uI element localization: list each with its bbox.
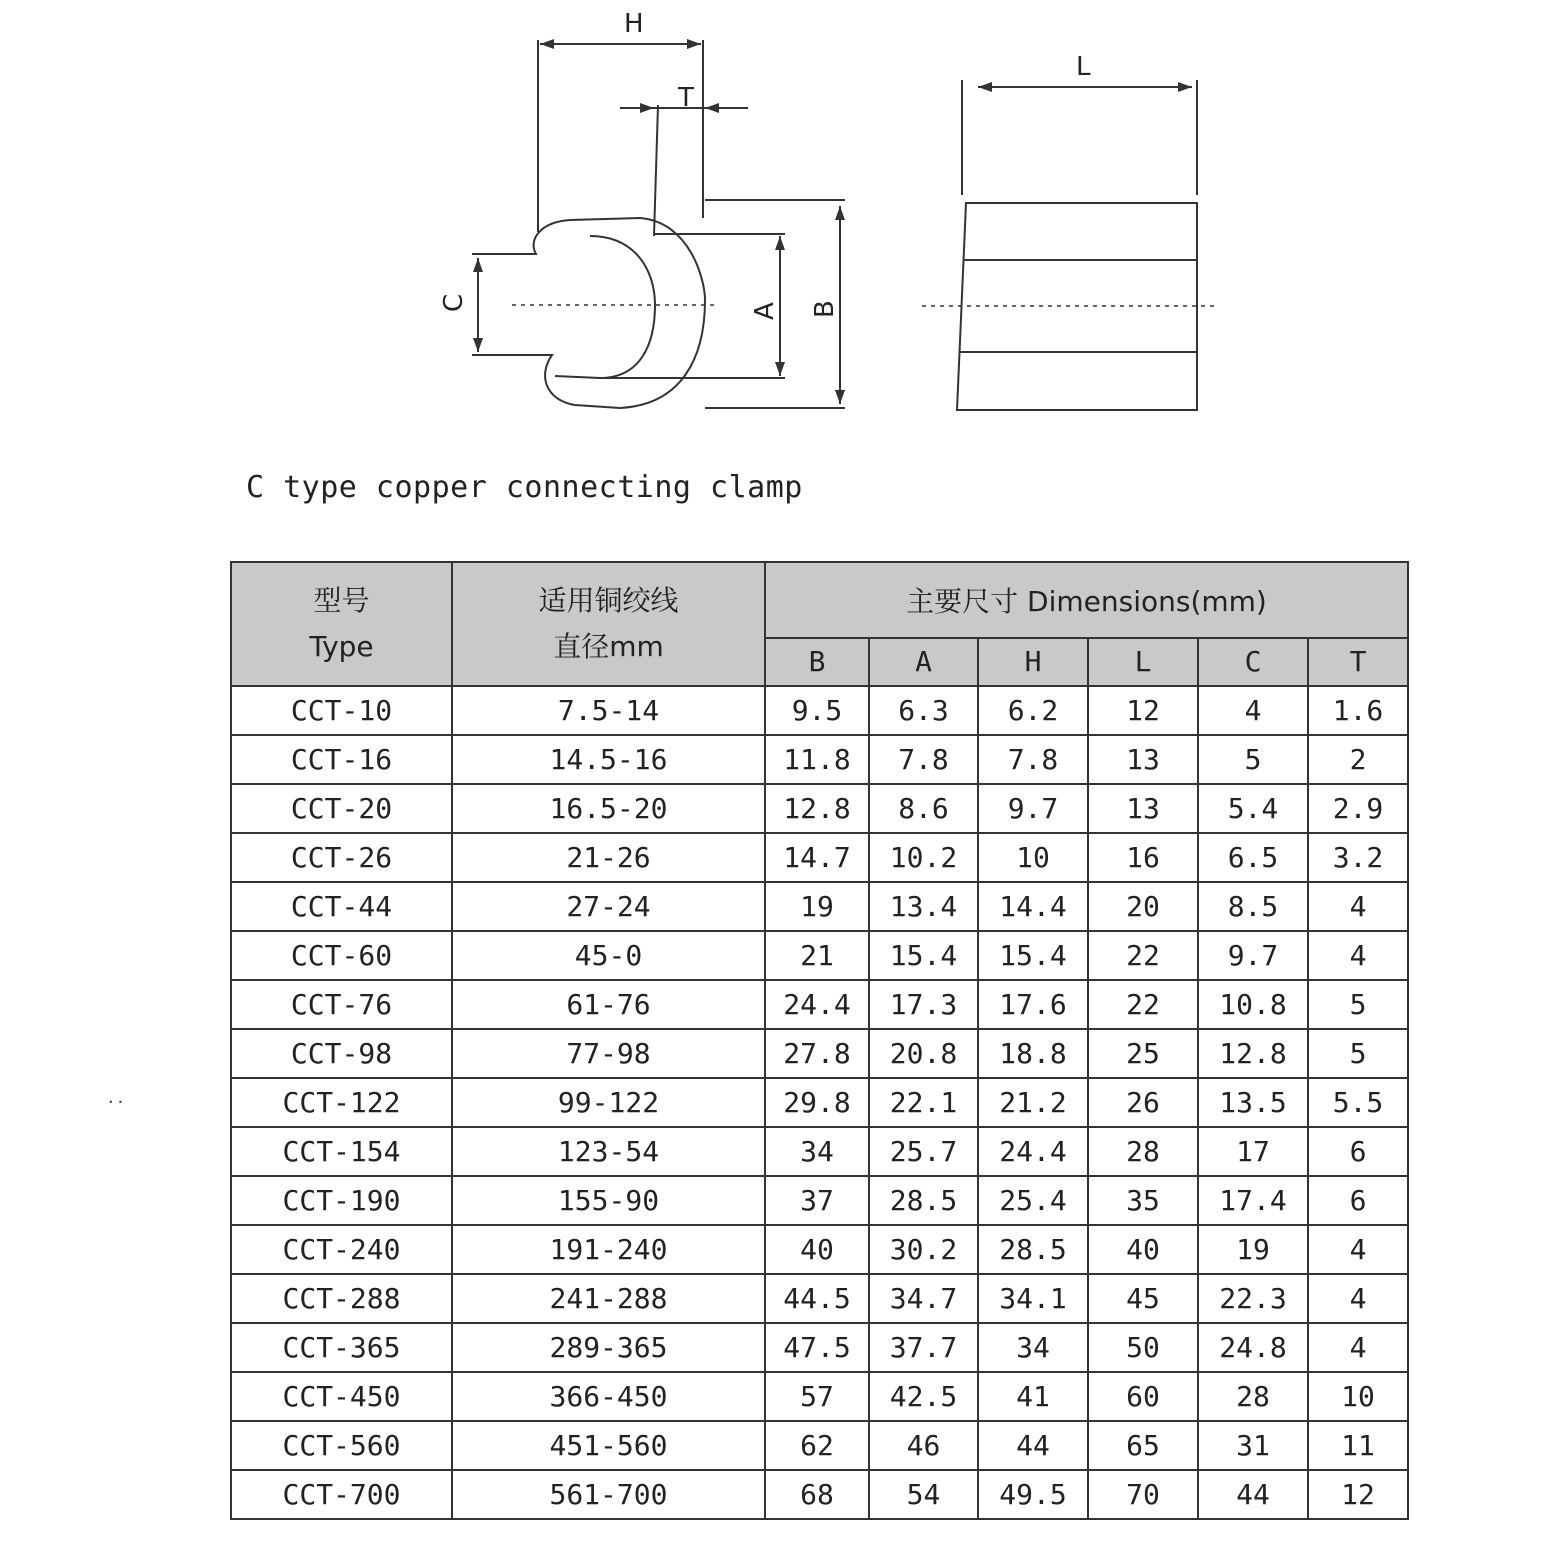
cell-t: 6	[1308, 1176, 1408, 1225]
cell-wire-range: 289-365	[452, 1323, 765, 1372]
cell-l: 12	[1088, 686, 1198, 735]
table-row	[231, 784, 1408, 833]
cell-c: 13.5	[1198, 1078, 1308, 1127]
cell-type: CCT-288	[231, 1274, 452, 1323]
cell-t: 5	[1308, 980, 1408, 1029]
cell-b: 11.8	[765, 735, 869, 784]
label-a: A	[750, 302, 780, 320]
table-row	[231, 1372, 1408, 1421]
cell-type: CCT-76	[231, 980, 452, 1029]
cell-h: 14.4	[978, 882, 1088, 931]
cell-l: 20	[1088, 882, 1198, 931]
cell-t: 12	[1308, 1470, 1408, 1519]
table-row	[231, 980, 1408, 1029]
cell-type: CCT-10	[231, 686, 452, 735]
cell-h: 25.4	[978, 1176, 1088, 1225]
cell-a: 20.8	[869, 1029, 978, 1078]
table-row	[231, 1176, 1408, 1225]
cell-b: 19	[765, 882, 869, 931]
table-row	[231, 1029, 1408, 1078]
cell-wire-range: 451-560	[452, 1421, 765, 1470]
cell-l: 60	[1088, 1372, 1198, 1421]
cell-b: 57	[765, 1372, 869, 1421]
cell-wire-range: 191-240	[452, 1225, 765, 1274]
cell-a: 37.7	[869, 1323, 978, 1372]
cell-a: 7.8	[869, 735, 978, 784]
header-type	[231, 562, 452, 686]
spec-table-body	[231, 686, 1408, 1519]
cell-b: 21	[765, 931, 869, 980]
cell-c: 19	[1198, 1225, 1308, 1274]
cell-type: CCT-560	[231, 1421, 452, 1470]
label-l: L	[1076, 52, 1091, 82]
cell-h: 10	[978, 833, 1088, 882]
cell-wire-range: 27-24	[452, 882, 765, 931]
cell-h: 34	[978, 1323, 1088, 1372]
label-c: C	[439, 293, 469, 312]
label-h: H	[624, 9, 644, 39]
header-type-en: Type	[309, 630, 374, 663]
cell-t: 4	[1308, 931, 1408, 980]
clamp-technical-drawing	[0, 0, 1560, 460]
cell-wire-range: 366-450	[452, 1372, 765, 1421]
table-row	[231, 1323, 1408, 1372]
cell-type: CCT-240	[231, 1225, 452, 1274]
cell-b: 44.5	[765, 1274, 869, 1323]
cell-wire-range: 14.5-16	[452, 735, 765, 784]
table-row	[231, 833, 1408, 882]
cell-b: 68	[765, 1470, 869, 1519]
cell-wire-range: 561-700	[452, 1470, 765, 1519]
cell-l: 22	[1088, 931, 1198, 980]
header-dimensions: 主要尺寸 Dimensions(mm)	[765, 562, 1408, 638]
cell-type: CCT-190	[231, 1176, 452, 1225]
cell-b: 9.5	[765, 686, 869, 735]
cell-b: 40	[765, 1225, 869, 1274]
header-col-b: B	[765, 638, 869, 686]
cell-type: CCT-154	[231, 1127, 452, 1176]
cell-h: 49.5	[978, 1470, 1088, 1519]
cell-l: 65	[1088, 1421, 1198, 1470]
cell-type: CCT-98	[231, 1029, 452, 1078]
cell-b: 14.7	[765, 833, 869, 882]
cell-t: 5	[1308, 1029, 1408, 1078]
cell-l: 28	[1088, 1127, 1198, 1176]
cell-a: 30.2	[869, 1225, 978, 1274]
cell-l: 16	[1088, 833, 1198, 882]
cell-c: 12.8	[1198, 1029, 1308, 1078]
cell-c: 17.4	[1198, 1176, 1308, 1225]
cell-wire-range: 99-122	[452, 1078, 765, 1127]
cell-wire-range: 155-90	[452, 1176, 765, 1225]
cell-h: 28.5	[978, 1225, 1088, 1274]
table-row	[231, 931, 1408, 980]
cell-t: 2.9	[1308, 784, 1408, 833]
cell-type: CCT-16	[231, 735, 452, 784]
cell-a: 34.7	[869, 1274, 978, 1323]
cell-wire-range: 123-54	[452, 1127, 765, 1176]
header-col-h: H	[978, 638, 1088, 686]
cell-t: 2	[1308, 735, 1408, 784]
header-wire-line2: 直径mm	[553, 630, 664, 663]
label-b: B	[810, 300, 840, 318]
cell-c: 9.7	[1198, 931, 1308, 980]
table-row	[231, 735, 1408, 784]
cell-a: 8.6	[869, 784, 978, 833]
clamp-outer-profile	[472, 218, 705, 408]
cell-type: CCT-60	[231, 931, 452, 980]
label-t: T	[678, 83, 694, 113]
cell-c: 6.5	[1198, 833, 1308, 882]
cell-a: 10.2	[869, 833, 978, 882]
cell-l: 22	[1088, 980, 1198, 1029]
cell-h: 18.8	[978, 1029, 1088, 1078]
cell-t: 11	[1308, 1421, 1408, 1470]
cell-c: 44	[1198, 1470, 1308, 1519]
cell-type: CCT-450	[231, 1372, 452, 1421]
header-wire-line1: 适用铜绞线	[538, 584, 679, 617]
cell-l: 70	[1088, 1470, 1198, 1519]
cell-a: 46	[869, 1421, 978, 1470]
cell-t: 4	[1308, 1323, 1408, 1372]
cell-a: 17.3	[869, 980, 978, 1029]
stray-mark: ..	[106, 1088, 126, 1107]
cell-wire-range: 16.5-20	[452, 784, 765, 833]
header-col-l: L	[1088, 638, 1198, 686]
cell-wire-range: 61-76	[452, 980, 765, 1029]
cell-b: 47.5	[765, 1323, 869, 1372]
cell-l: 26	[1088, 1078, 1198, 1127]
cell-a: 15.4	[869, 931, 978, 980]
header-col-a: A	[869, 638, 978, 686]
cell-h: 41	[978, 1372, 1088, 1421]
cell-t: 10	[1308, 1372, 1408, 1421]
cell-h: 17.6	[978, 980, 1088, 1029]
cell-t: 6	[1308, 1127, 1408, 1176]
cell-h: 34.1	[978, 1274, 1088, 1323]
table-row	[231, 686, 1408, 735]
cell-t: 4	[1308, 1225, 1408, 1274]
cell-wire-range: 21-26	[452, 833, 765, 882]
cell-c: 22.3	[1198, 1274, 1308, 1323]
cell-b: 27.8	[765, 1029, 869, 1078]
cell-a: 6.3	[869, 686, 978, 735]
table-row	[231, 1225, 1408, 1274]
cell-c: 10.8	[1198, 980, 1308, 1029]
header-type-cn: 型号	[313, 584, 370, 617]
cell-a: 13.4	[869, 882, 978, 931]
cell-h: 7.8	[978, 735, 1088, 784]
cell-b: 29.8	[765, 1078, 869, 1127]
cell-wire-range: 45-0	[452, 931, 765, 980]
table-row	[231, 1127, 1408, 1176]
cell-type: CCT-26	[231, 833, 452, 882]
cell-c: 28	[1198, 1372, 1308, 1421]
cell-l: 13	[1088, 784, 1198, 833]
header-col-t: T	[1308, 638, 1408, 686]
cell-wire-range: 7.5-14	[452, 686, 765, 735]
cell-wire-range: 77-98	[452, 1029, 765, 1078]
cell-a: 54	[869, 1470, 978, 1519]
cell-type: CCT-20	[231, 784, 452, 833]
cell-type: CCT-122	[231, 1078, 452, 1127]
cell-b: 62	[765, 1421, 869, 1470]
cell-c: 5.4	[1198, 784, 1308, 833]
cell-b: 34	[765, 1127, 869, 1176]
cell-c: 31	[1198, 1421, 1308, 1470]
cell-t: 5.5	[1308, 1078, 1408, 1127]
cell-h: 21.2	[978, 1078, 1088, 1127]
cell-l: 25	[1088, 1029, 1198, 1078]
cell-l: 40	[1088, 1225, 1198, 1274]
cell-a: 22.1	[869, 1078, 978, 1127]
cell-h: 44	[978, 1421, 1088, 1470]
cell-a: 25.7	[869, 1127, 978, 1176]
cell-a: 28.5	[869, 1176, 978, 1225]
header-col-c: C	[1198, 638, 1308, 686]
table-row	[231, 1078, 1408, 1127]
cell-t: 3.2	[1308, 833, 1408, 882]
cell-c: 8.5	[1198, 882, 1308, 931]
cell-h: 6.2	[978, 686, 1088, 735]
spec-table	[230, 561, 1409, 1520]
cell-type: CCT-365	[231, 1323, 452, 1372]
cell-h: 9.7	[978, 784, 1088, 833]
cell-h: 15.4	[978, 931, 1088, 980]
clamp-inner-profile	[555, 236, 655, 378]
cell-l: 35	[1088, 1176, 1198, 1225]
cell-b: 24.4	[765, 980, 869, 1029]
cell-wire-range: 241-288	[452, 1274, 765, 1323]
cell-c: 5	[1198, 735, 1308, 784]
cell-b: 37	[765, 1176, 869, 1225]
table-row	[231, 1274, 1408, 1323]
cell-l: 45	[1088, 1274, 1198, 1323]
cell-t: 4	[1308, 1274, 1408, 1323]
cell-c: 17	[1198, 1127, 1308, 1176]
cell-type: CCT-700	[231, 1470, 452, 1519]
cell-b: 12.8	[765, 784, 869, 833]
cell-t: 4	[1308, 882, 1408, 931]
product-caption: C type copper connecting clamp	[246, 470, 803, 505]
cell-type: CCT-44	[231, 882, 452, 931]
cell-h: 24.4	[978, 1127, 1088, 1176]
cell-l: 50	[1088, 1323, 1198, 1372]
header-wire	[452, 562, 765, 686]
cell-a: 42.5	[869, 1372, 978, 1421]
cell-t: 1.6	[1308, 686, 1408, 735]
cell-c: 24.8	[1198, 1323, 1308, 1372]
cell-l: 13	[1088, 735, 1198, 784]
table-row	[231, 1470, 1408, 1519]
table-row	[231, 1421, 1408, 1470]
table-row	[231, 882, 1408, 931]
cell-c: 4	[1198, 686, 1308, 735]
